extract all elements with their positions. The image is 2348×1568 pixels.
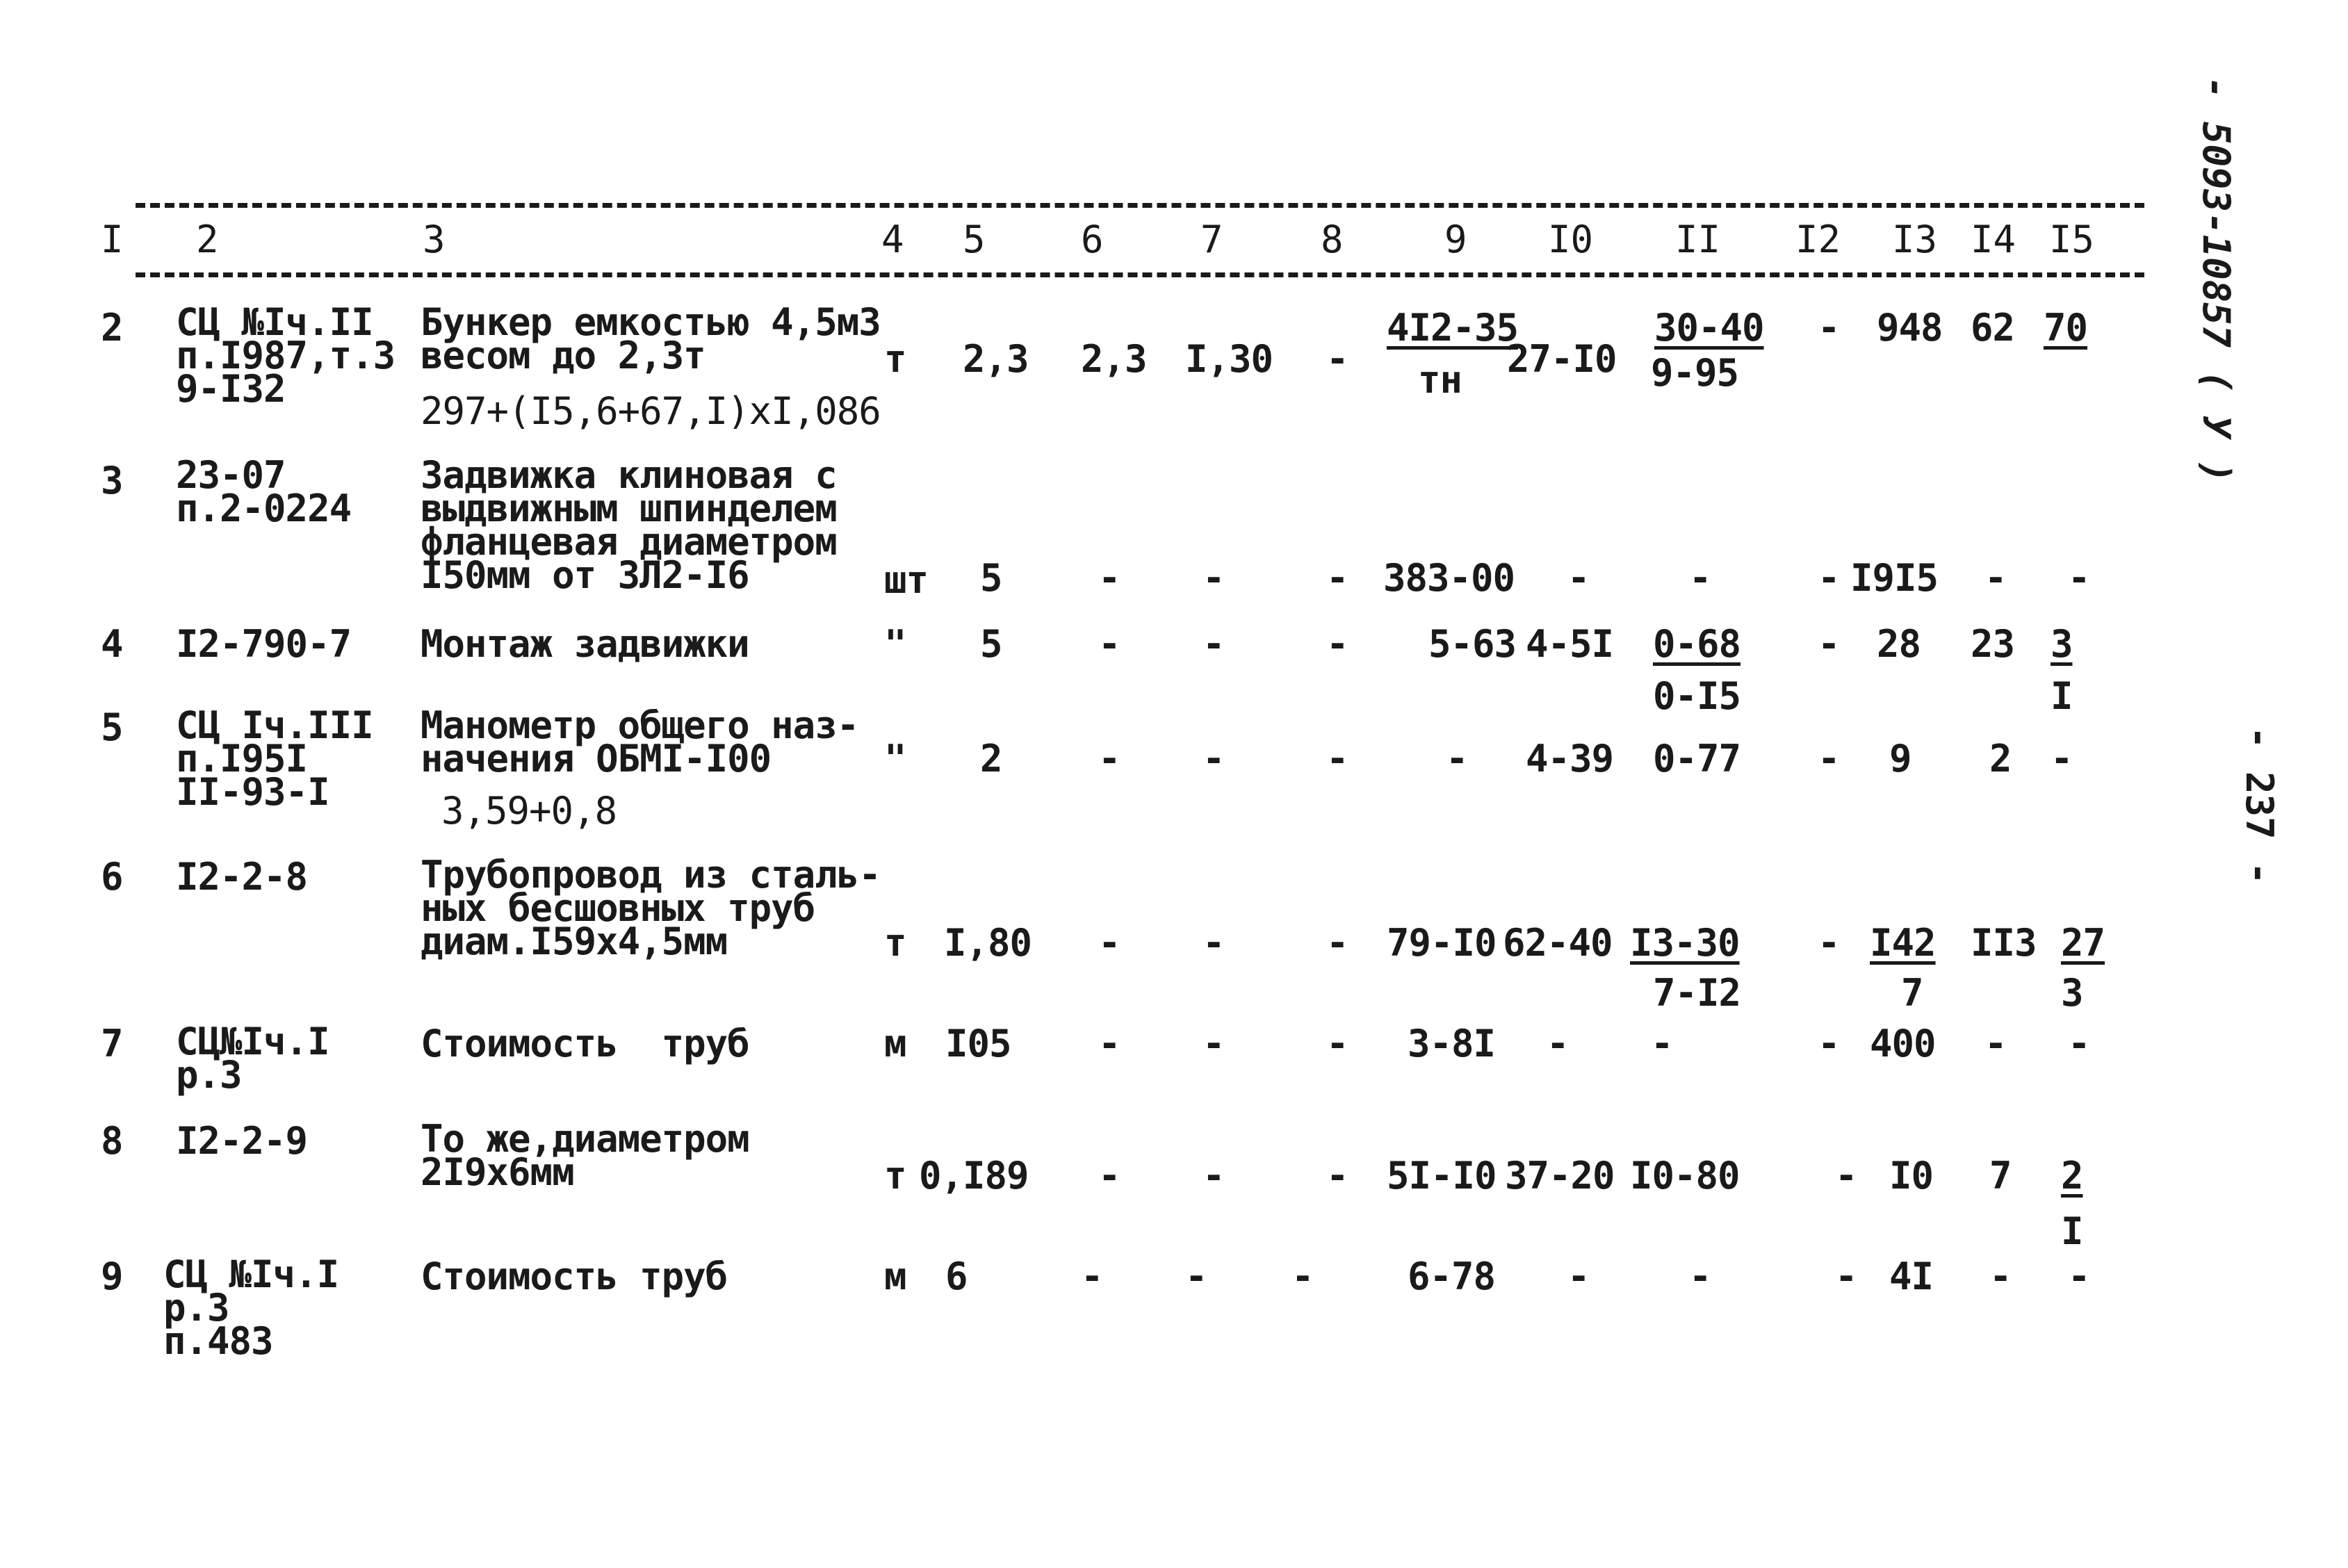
row-col-11: - [1651, 1022, 1673, 1065]
col-header-13: I3 [1892, 218, 1938, 261]
row-col-8: - [1326, 556, 1348, 600]
col-header-8: 8 [1321, 218, 1344, 261]
row-qty: 0,I89 [919, 1154, 1029, 1198]
row-col-7: - [1202, 1022, 1225, 1065]
row-col-9-unit: тн [1418, 358, 1462, 402]
row-col-15: - [2068, 1022, 2090, 1065]
row-col-15-sub: I [2051, 674, 2073, 718]
col-header-6: 6 [1081, 218, 1104, 261]
col-header-7: 7 [1200, 218, 1223, 261]
row-col-7: - [1202, 1154, 1225, 1198]
row-col-14: 2 [1989, 737, 2012, 781]
row-unit: м [884, 1255, 906, 1298]
row-code: СЦ Iч.III п.I95I II-93-I [176, 703, 373, 814]
row-col-10: - [1567, 1255, 1590, 1298]
row-formula: 297+(I5,6+67,I)xI,086 [421, 389, 881, 433]
row-col-13: 4I [1889, 1255, 1934, 1298]
col-header-11: II [1675, 218, 1721, 261]
col-header-1: I [101, 218, 124, 261]
row-name: Бункер емкостью 4,5м3 весом до 2,3т [421, 300, 881, 377]
row-code: СЦ №Iч.II п.I987,т.3 9-I32 [176, 300, 396, 411]
row-col-6: - [1098, 1154, 1120, 1198]
row-col-13: I42 [1870, 921, 1936, 965]
row-col-11: - [1689, 556, 1711, 600]
row-name: Задвижка клиновая с выдвижным шпинделем фланцевая диаметром I50мм от ЗЛ2-I6 [421, 453, 837, 597]
header-bottom-rule [136, 272, 2144, 277]
row-col-6: - [1098, 622, 1120, 666]
row-col-8: - [1326, 921, 1348, 965]
row-number: 6 [101, 855, 123, 899]
row-qty: 2 [980, 737, 1002, 781]
row-col-14: 62 [1971, 306, 2015, 350]
row-col-10: 37-20 [1505, 1154, 1615, 1198]
row-col-6: - [1098, 921, 1120, 965]
row-col-11: 30-40 [1654, 306, 1764, 350]
row-unit: м [884, 1022, 906, 1065]
row-col-12: - [1818, 556, 1840, 600]
row-col-13: 28 [1877, 622, 1921, 666]
row-formula: 3,59+0,8 [441, 789, 617, 833]
row-col-12: - [1818, 921, 1840, 965]
row-col-15: 70 [2044, 306, 2088, 350]
row-qty: I,80 [944, 921, 1032, 965]
row-number: 5 [101, 705, 123, 749]
row-col-9: 4I2-35 [1387, 306, 1519, 350]
row-col-10: - [1567, 556, 1590, 600]
row-col-12: - [1835, 1154, 1857, 1198]
row-col-9: - [1446, 737, 1468, 781]
row-number: 3 [101, 459, 123, 503]
row-col-11: 0-68 [1653, 622, 1741, 666]
row-col-10: 4-39 [1526, 737, 1614, 781]
row-col-15-sub: 3 [2061, 971, 2083, 1015]
row-col-11-sub: 0-I5 [1653, 674, 1741, 718]
row-name: Монтаж задвижки [421, 622, 749, 666]
row-col-10: 27-I0 [1507, 337, 1617, 381]
row-code: I2-790-7 [176, 622, 352, 666]
row-col-8: - [1326, 622, 1348, 666]
row-col-6: 2,3 [1081, 337, 1147, 381]
col-header-5: 5 [963, 218, 986, 261]
row-col-10: - [1547, 1022, 1569, 1065]
row-col-13: I9I5 [1850, 556, 1939, 600]
row-col-15: 27 [2061, 921, 2105, 965]
row-name: Манометр общего наз- начения ОБМI-I00 [421, 703, 859, 781]
row-col-14: II3 [1971, 921, 2037, 965]
row-name: Стоимость труб [421, 1255, 728, 1298]
row-number: 8 [101, 1119, 123, 1163]
row-col-15: - [2068, 556, 2090, 600]
row-col-15: - [2051, 737, 2073, 781]
row-col-15: 3 [2051, 622, 2073, 666]
row-code: СЦ №Iч.I р.3 п.483 [163, 1252, 339, 1363]
row-qty: I05 [945, 1022, 1011, 1065]
row-col-7: - [1185, 1255, 1207, 1298]
col-header-14: I4 [1971, 218, 2016, 261]
row-unit: шт [884, 558, 929, 602]
row-number: 2 [101, 306, 123, 350]
row-code: 23-07 п.2-0224 [176, 453, 352, 530]
row-col-14: - [1984, 1022, 2007, 1065]
row-col-13: 9 [1889, 737, 1911, 781]
row-col-11: - [1689, 1255, 1711, 1298]
row-col-7: - [1202, 622, 1225, 666]
row-unit: т [884, 921, 906, 965]
row-col-9: 5I-I0 [1387, 1154, 1497, 1198]
row-col-8: - [1326, 1154, 1348, 1198]
row-col-10: 62-40 [1503, 921, 1613, 965]
row-col-12: - [1818, 1022, 1840, 1065]
row-col-12: - [1818, 622, 1840, 666]
row-name: Трубопровод из сталь- ных бесшовных труб диам.I59x4,5мм [421, 853, 881, 963]
row-col-8: - [1326, 337, 1348, 381]
row-col-13: I0 [1889, 1154, 1934, 1198]
row-unit: т [884, 1154, 906, 1198]
row-col-13: 400 [1870, 1022, 1936, 1065]
row-number: 4 [101, 622, 123, 666]
row-col-7: I,30 [1185, 337, 1273, 381]
row-col-6: - [1098, 1022, 1120, 1065]
row-col-12: - [1818, 306, 1840, 350]
row-qty: 6 [945, 1255, 968, 1298]
row-col-8: - [1326, 1022, 1348, 1065]
row-qty: 2,3 [963, 337, 1029, 381]
header-top-rule [136, 203, 2144, 208]
row-number: 9 [101, 1255, 123, 1298]
row-col-14: - [1989, 1255, 2012, 1298]
col-header-4: 4 [881, 218, 904, 261]
row-col-13: 948 [1877, 306, 1943, 350]
row-col-10: 4-5I [1526, 622, 1614, 666]
col-header-3: 3 [423, 218, 446, 261]
document-code-vertical: - 5093-10857 ( У ) [2194, 76, 2238, 484]
row-col-11: I0-80 [1630, 1154, 1740, 1198]
col-header-10: I0 [1548, 218, 1594, 261]
row-qty: 5 [980, 622, 1002, 666]
col-header-15: I5 [2049, 218, 2095, 261]
row-col-14: - [1984, 556, 2007, 600]
row-unit: т [884, 337, 906, 381]
row-col-6: - [1098, 737, 1120, 781]
row-col-11-sub: 9-95 [1651, 351, 1739, 395]
row-col-9: 6-78 [1408, 1255, 1496, 1298]
row-col-15-sub: I [2061, 1209, 2083, 1253]
row-col-9: 383-00 [1383, 556, 1515, 600]
row-code: I2-2-9 [176, 1119, 308, 1163]
row-col-7: - [1202, 737, 1225, 781]
row-col-8: - [1326, 737, 1348, 781]
col-header-12: I2 [1795, 218, 1841, 261]
row-name: Стоимость труб [421, 1022, 749, 1065]
row-unit: " [884, 737, 906, 781]
row-col-6: - [1098, 556, 1120, 600]
row-code: I2-2-8 [176, 855, 308, 899]
row-unit: " [884, 622, 906, 666]
row-col-9: 79-I0 [1387, 921, 1497, 965]
row-number: 7 [101, 1022, 123, 1065]
row-col-11-sub: 7-I2 [1653, 971, 1741, 1015]
row-col-14: 7 [1989, 1154, 2012, 1198]
row-col-7: - [1202, 556, 1225, 600]
row-name: То же,диаметром 2I9x6мм [421, 1117, 749, 1194]
row-col-7: - [1202, 921, 1225, 965]
row-col-13-sub: 7 [1901, 971, 1923, 1015]
row-col-9: 5-63 [1428, 622, 1517, 666]
col-header-2: 2 [196, 218, 219, 261]
row-col-9: 3-8I [1408, 1022, 1496, 1065]
row-col-11: 0-77 [1653, 737, 1741, 781]
page-number-vertical: - 237 - [2237, 726, 2281, 885]
row-col-15: - [2068, 1255, 2090, 1298]
col-header-9: 9 [1444, 218, 1467, 261]
row-col-14: 23 [1971, 622, 2015, 666]
row-col-12: - [1818, 737, 1840, 781]
row-col-15: 2 [2061, 1154, 2083, 1198]
row-col-12: - [1835, 1255, 1857, 1298]
row-col-11: I3-30 [1630, 921, 1740, 965]
row-col-6: - [1081, 1255, 1103, 1298]
row-qty: 5 [980, 556, 1002, 600]
row-col-8: - [1291, 1255, 1314, 1298]
row-code: СЦ№Iч.I р.3 [176, 1020, 329, 1097]
